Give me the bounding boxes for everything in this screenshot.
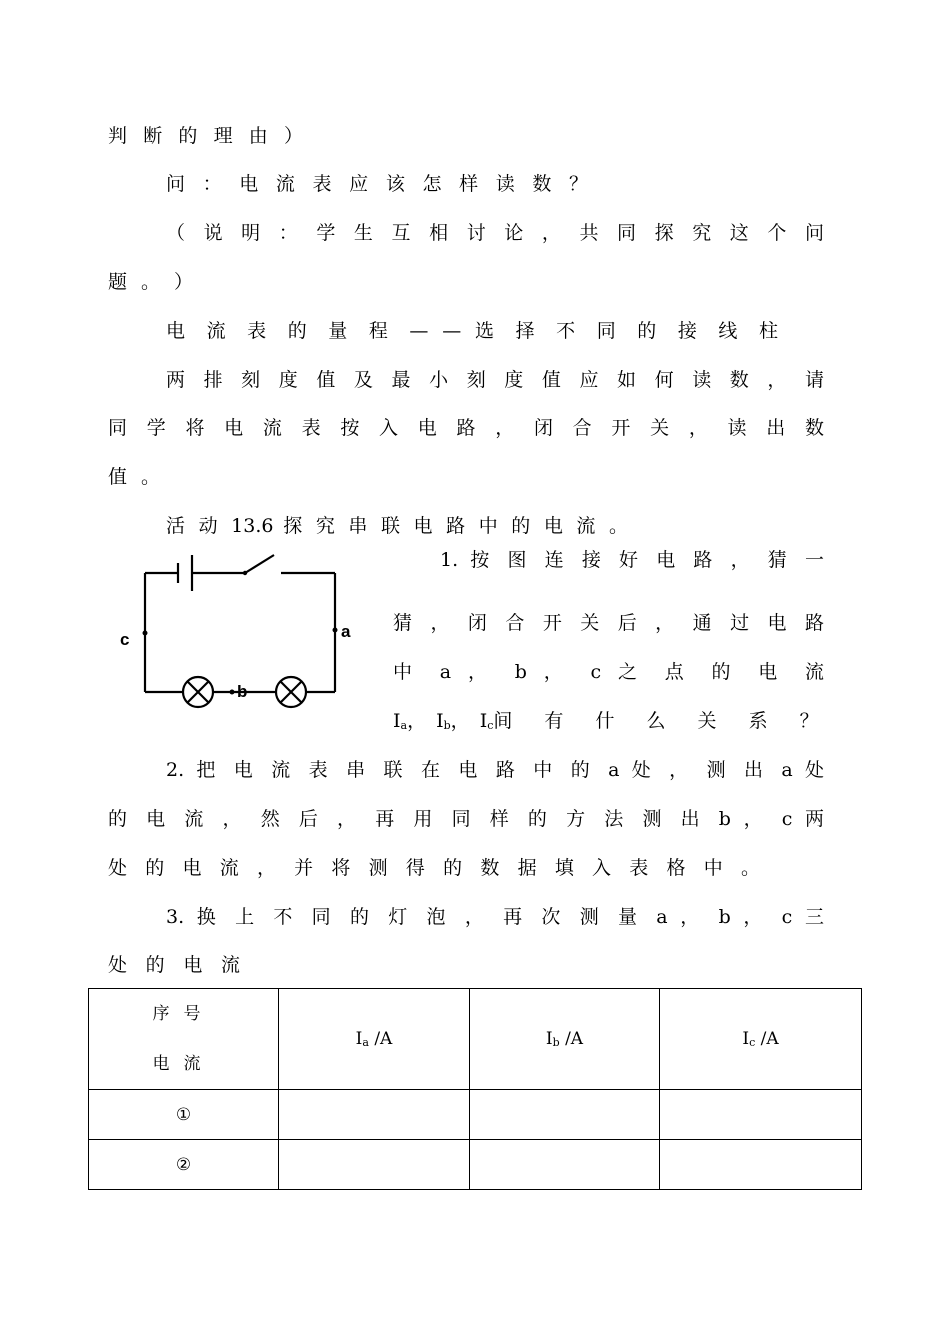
table-row	[89, 1090, 862, 1140]
subscript: c	[487, 719, 494, 732]
unit: /A	[374, 1029, 393, 1049]
unit: /A	[565, 1029, 584, 1049]
subscript: a	[400, 719, 408, 732]
row-index-cell: ②	[89, 1140, 279, 1190]
header-index-cell	[89, 989, 279, 1090]
label-c: c	[120, 630, 130, 649]
text-line: 处 的 电 流 ， 并 将 测 得 的 数 据 填 入 表 格 中 。	[108, 857, 760, 879]
label-a: a	[341, 622, 351, 641]
switch-lever	[245, 555, 274, 573]
text-line: 值 。	[108, 466, 160, 488]
switch-pivot	[243, 571, 247, 575]
empty-cell[interactable]	[660, 1090, 862, 1140]
empty-cell[interactable]	[279, 1090, 470, 1140]
text-line: 处 的 电 流	[108, 954, 240, 976]
empty-cell[interactable]	[470, 1140, 660, 1190]
unit: /A	[760, 1029, 779, 1049]
text-line: 的 电 流 ， 然 后 ， 再 用 同 样 的 方 法 测 出 b ， c 两	[108, 808, 824, 830]
subscript: b	[443, 719, 451, 732]
question-text: 间 有 什 么 关 系 ？	[493, 710, 830, 732]
subscript: b	[552, 1036, 560, 1049]
text-line: 电 流 表 的 量 程 — — 选 择 不 同 的 接 线 柱	[166, 320, 778, 342]
empty-cell[interactable]	[470, 1090, 660, 1140]
text-line: 3. 换 上 不 同 的 灯 泡 ， 再 次 测 量 a ， b ， c 三	[166, 906, 824, 928]
header-bottom-text: 电流	[152, 1054, 215, 1074]
current-symbol: I	[742, 1029, 750, 1049]
table-header-row	[89, 989, 862, 1090]
point-c-marker	[143, 631, 148, 636]
subscript: c	[749, 1036, 756, 1049]
header-ib-cell	[470, 989, 660, 1090]
text-line: 1. 按 图 连 接 好 电 路 ， 猜 一	[440, 549, 824, 571]
text-line: 同 学 将 电 流 表 按 入 电 路 ， 闭 合 开 关 ， 读 出 数	[108, 417, 824, 439]
lamp-left	[183, 677, 213, 707]
text-line: 2. 把 电 流 表 串 联 在 电 路 中 的 a 处 ， 测 出 a 处	[166, 759, 824, 781]
current-symbol: I	[355, 1029, 363, 1049]
text-line: （ 说 明 ： 学 生 互 相 讨 论 ， 共 同 探 究 这 个 问	[166, 222, 824, 244]
series-circuit-diagram	[112, 545, 372, 715]
point-b-marker	[230, 690, 235, 695]
table-row	[89, 1140, 862, 1190]
point-a-marker	[333, 628, 338, 633]
empty-cell[interactable]	[660, 1140, 862, 1190]
current-symbol: ， I	[450, 710, 488, 732]
header-top-text: 序号	[152, 1004, 215, 1024]
measurement-table	[88, 988, 862, 1190]
subscript: a	[362, 1036, 369, 1049]
empty-cell[interactable]	[279, 1140, 470, 1190]
text-line: 两 排 刻 度 值 及 最 小 刻 度 值 应 如 何 读 数 ， 请	[166, 369, 824, 391]
row-index-cell: ①	[89, 1090, 279, 1140]
lamp-right	[276, 677, 306, 707]
text-line: 猜 ， 闭 合 开 关 后 ， 通 过 电 路	[393, 612, 824, 634]
text-line-currents	[393, 709, 830, 738]
current-symbol: ， I	[407, 710, 444, 732]
header-ia-cell	[279, 989, 470, 1090]
text-line: 题 。 ）	[108, 271, 193, 293]
text-line: 判 断 的 理 由 ）	[108, 125, 303, 147]
text-line: 活 动 13.6 探 究 串 联 电 路 中 的 电 流 。	[166, 515, 628, 537]
current-symbol: I	[393, 710, 401, 732]
header-ic-cell	[660, 989, 862, 1090]
text-line: 问 ： 电 流 表 应 该 怎 样 读 数 ？	[166, 173, 588, 195]
current-symbol: I	[545, 1029, 553, 1049]
text-line: 中 a ， b ， c 之 点 的 电 流	[393, 661, 824, 683]
label-b: b	[237, 682, 248, 701]
